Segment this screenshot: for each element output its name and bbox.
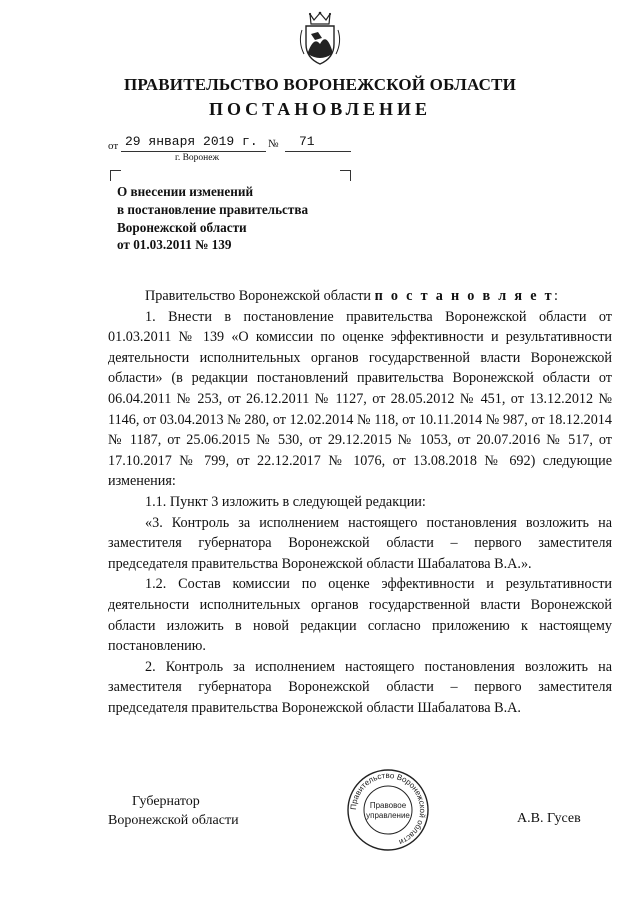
- subject-line: в постановление правительства: [117, 201, 309, 217]
- number-underline: [285, 151, 351, 152]
- intro-paragraph: [108, 286, 612, 307]
- paragraph-1: 1. Внести в постановление правительства Воронежской области от 01.03.2011 № 139 «О комиссии по оценке эффективности и результативности деятельности исполнительных органов государственной власти Воронежской области» (в редакции постановлений правительства Воронежской области от 06.04.2011 № 253, от 26.12.2011 № 1127, от 28.05.2012 № 451, от 13.12.2012 № 1146, от 03.04.2013 № 280, от 12.02.2014 № 118, от 10.11.2014 № 987, от 18.12.2014 № 1187, от 25.06.2015 № 530, от 29.12.2015 № 1053, от 20.07.2016 № 517, от 17.10.2017 № 799, от 22.12.2017 № 1076, от 13.08.2018 № 692) следующие изменения:: [108, 308, 612, 490]
- document-subject: [117, 183, 377, 254]
- document-number: 71: [299, 134, 315, 149]
- document-body: [108, 286, 612, 718]
- stamp-center-line: Правовое: [369, 801, 407, 810]
- intro-decree-word: п о с т а н о в л я е т: [374, 288, 554, 304]
- paragraph-1-2: 1.2. Состав комиссии по оценке эффективности и результативности деятельности исполнительных органов государственной власти Воронежской области изложить в новой редакции согласно приложению к настоящему постановлению.: [108, 576, 612, 655]
- stamp-center-line: управление: [366, 811, 410, 820]
- subject-line: Воронежской области: [117, 219, 247, 235]
- date-from-label: от: [108, 140, 119, 152]
- signatory-title-line: Воронежской области: [108, 813, 239, 828]
- signatory-title-line: Губернатор: [132, 794, 200, 809]
- legal-department-stamp: [346, 768, 430, 852]
- document-date: 29 января 2019 г.: [125, 134, 258, 149]
- paragraph-2: 2. Контроль за исполнением настоящего постановления возложить на заместителя губернатора Воронежской области – первого заместителя председателя правительства Воронежской области Шабалатова В.А.: [108, 658, 612, 716]
- intro-suffix: :: [553, 288, 558, 304]
- date-underline: [121, 151, 266, 152]
- paragraph-1-1: 1.1. Пункт 3 изложить в следующей редакции:: [145, 493, 426, 510]
- subject-bracket-right: [340, 170, 351, 181]
- city-label: г. Воронеж: [175, 153, 220, 163]
- intro-prefix: Правительство Воронежской области: [145, 288, 375, 304]
- signatory-title: [108, 792, 239, 830]
- government-title: ПРАВИТЕЛЬСТВО ВОРОНЕЖСКОЙ ОБЛАСТИ: [123, 75, 517, 94]
- coat-of-arms-icon: [296, 10, 344, 66]
- subject-line: О внесении изменений: [117, 184, 254, 199]
- paragraph-1-1-quote: «3. Контроль за исполнением настоящего постановления возложить на заместителя губернатора Воронежской области – первого заместителя председателя правительства Воронежской области Шабалатова В.А.».: [108, 514, 612, 572]
- document-type-heading: ПОСТАНОВЛЕНИЕ: [208, 99, 432, 119]
- subject-bracket-left: [110, 170, 121, 181]
- document-number-label: №: [268, 138, 279, 150]
- subject-line: от 01.03.2011 № 139: [117, 237, 232, 253]
- stamp-ring-text: Правительство Воронежской области: [348, 770, 428, 847]
- signatory-name: А.В. Гусев: [517, 811, 581, 826]
